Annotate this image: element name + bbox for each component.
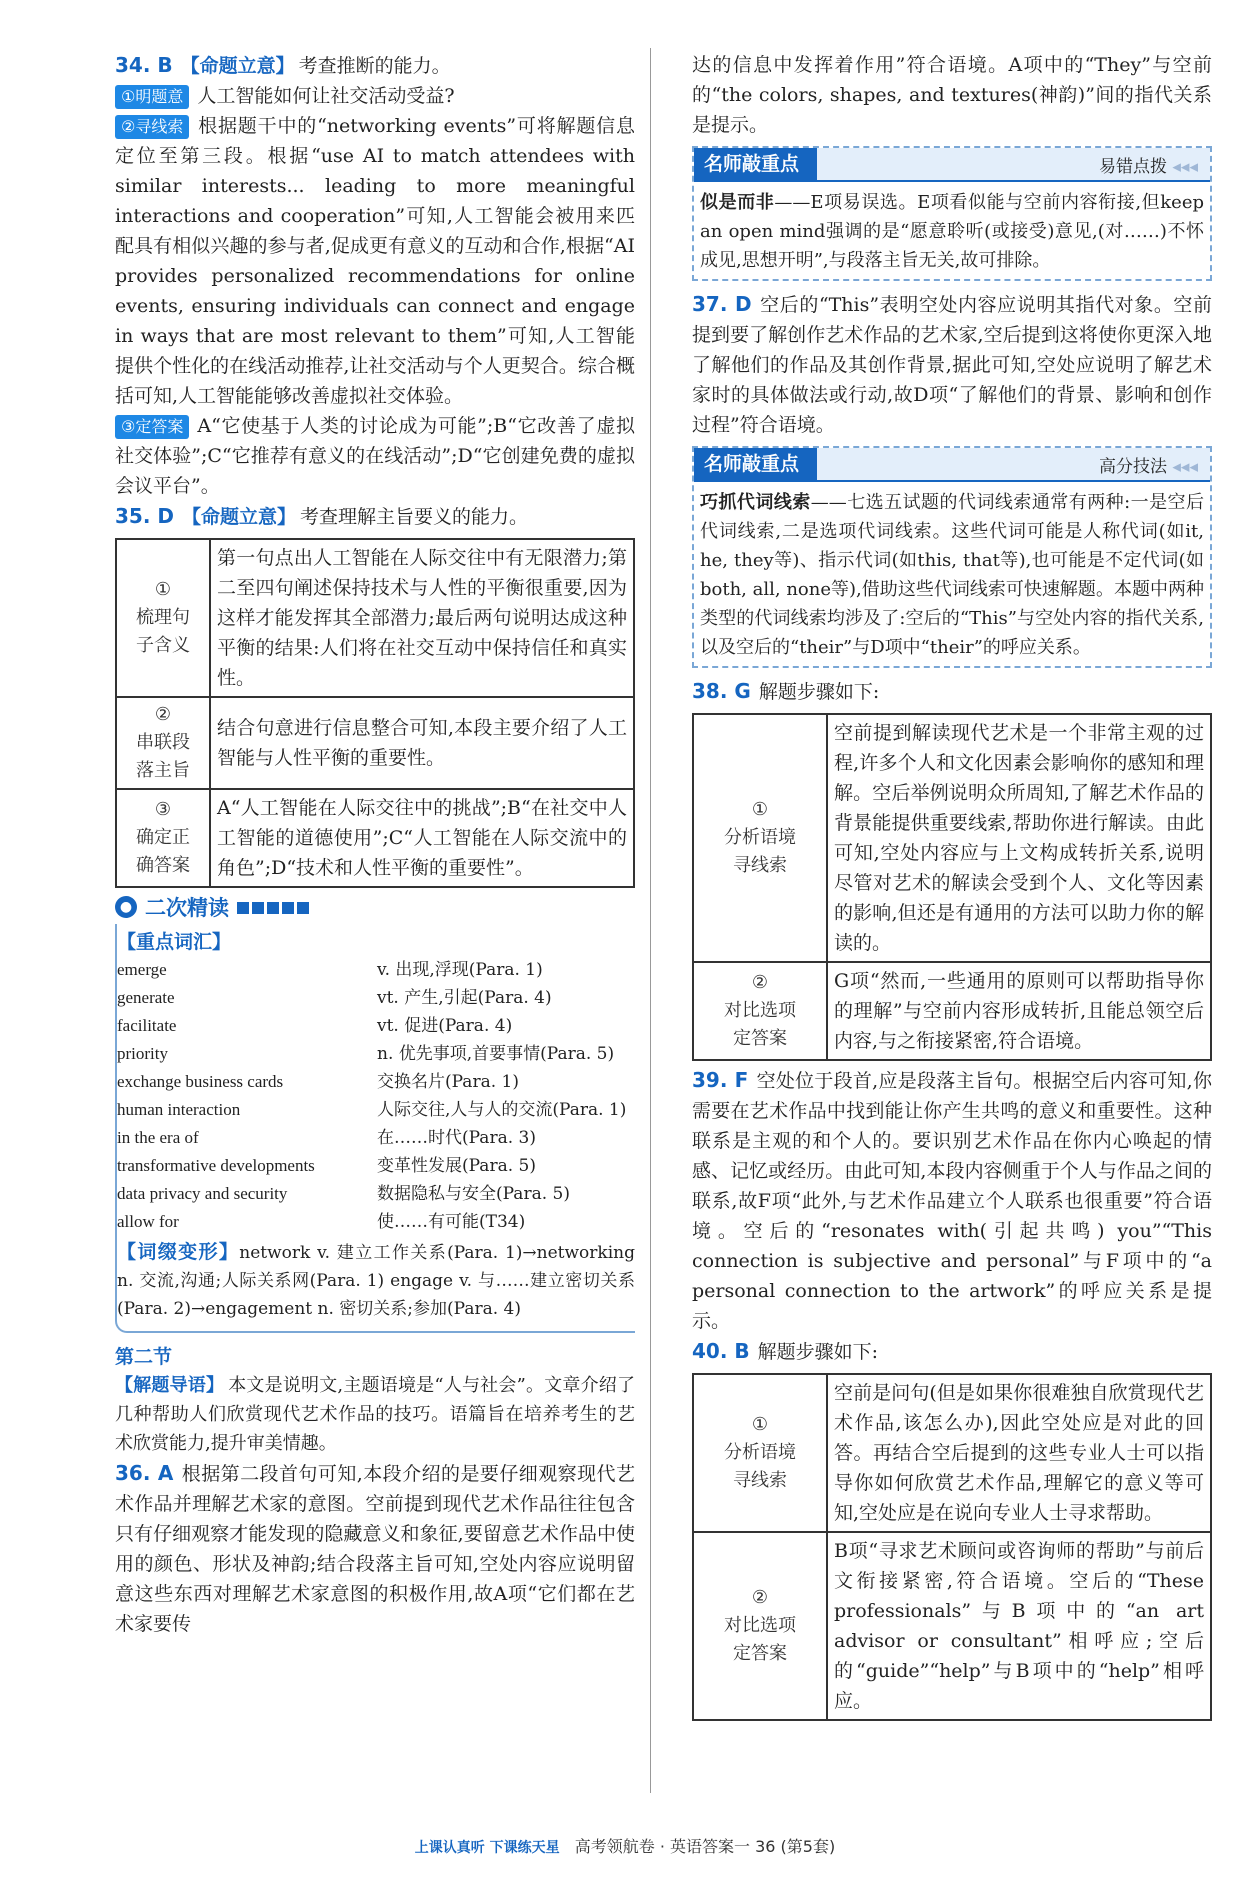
question-37 [692, 289, 1212, 440]
table-row [116, 789, 634, 887]
list-item [117, 984, 635, 1012]
q40-analysis-table [692, 1373, 1212, 1721]
tip-box-1-subtitle-text: 易错点拨 [1098, 156, 1167, 177]
q40-row1-text: 空前是问句(但是如果你很难独自欣赏现代艺术作品,该怎么办),因此空处应是对此的回答。再结合空后提到的这些专业人士可以指导你如何欣赏艺术作品,理解它的意义等可知,空处应是在说向专业人士寻求帮助。 [827, 1374, 1211, 1532]
guide-tag: 【解题导语】 [115, 1375, 225, 1396]
tip-box-1 [692, 146, 1212, 281]
list-item [117, 1208, 635, 1236]
q40-row2-label: ② 对比选项 定答案 [693, 1532, 827, 1720]
tip-box-1-body [694, 182, 1210, 279]
q36-number: 36. A [115, 1461, 174, 1485]
tip-box-1-text: ——E项易误选。E项看似能与空前内容衔接,但keep an open mind强调的是“愿意聆听(或接受)意见,(对……)不怀成见,思想开明”,与段落主旨无关,故可排除。 [700, 192, 1205, 271]
tip-box-2-subtitle: 高分技法 ◂◂◂ [1098, 456, 1198, 477]
q34-tag: 【命题立意】 [180, 55, 295, 77]
question-35 [115, 501, 635, 888]
vocab-term: in the era of [117, 1128, 199, 1147]
vocab-title [115, 892, 635, 922]
list-item [117, 956, 635, 984]
tip-box-2-bold: 巧抓代词线索 [700, 492, 811, 513]
q35-row1-label: ① 梳理句 子含义 [116, 539, 210, 697]
question-40 [692, 1336, 1212, 1721]
q34-step3-text: A“它使基于人类的讨论成为可能”;B“它改善了虚拟社交体验”;C“它推荐有意义的在线活动”;D“它创建免费的虚拟会议平台”。 [115, 415, 635, 497]
q35-number: 35. D [115, 504, 174, 528]
vocab-heading: 【重点词汇】 [117, 931, 232, 953]
table-row [693, 962, 1211, 1060]
right-column [692, 50, 1212, 1725]
q35-row3-label: ③ 确定正 确答案 [116, 789, 210, 887]
section-2 [115, 1343, 635, 1458]
q38-row2-text: G项“然而,一些通用的原则可以帮助指导你的理解”与空前内容形成转折,且能总领空后内容,与之衔接紧密,符合语境。 [827, 962, 1211, 1060]
vocab-term: emerge [117, 960, 167, 979]
vocab-definition: v. 出现,浮现(Para. 1) [377, 960, 543, 980]
reading-icon: ● [115, 896, 137, 918]
q34-number: 34. B [115, 53, 173, 77]
list-item [117, 1180, 635, 1208]
q35-intent: 考查理解主旨要义的能力。 [300, 506, 529, 528]
q35-tag: 【命题立意】 [182, 506, 297, 528]
list-item [117, 1124, 635, 1152]
vocab-term: exchange business cards [117, 1072, 284, 1091]
tip-box-2-title: 名师敲重点 [694, 448, 817, 480]
guide-text: 本文是说明文,主题语境是“人与社会”。文章介绍了几种帮助人们欣赏现代艺术作品的技巧。语篇旨在培养考生的艺术欣赏能力,提升审美情趣。 [115, 1375, 636, 1454]
vocab-title-text: 二次精读 [145, 896, 229, 920]
q35-row2-text: 结合句意进行信息整合可知,本段主要介绍了人工智能与人性平衡的重要性。 [210, 697, 634, 789]
vocab-section [115, 892, 635, 1333]
vocab-definition: vt. 产生,引起(Para. 4) [377, 988, 552, 1008]
deform-text: network v. 建立工作关系(Para. 1)→networking n. 交流,沟通;人际关系网(Para. 1) engage v. 与……建立密切关系(Para. 2)→engagement n. 密切关系;参加(Para. 4) [117, 1243, 635, 1319]
q34-step2-label: ②寻线索 [115, 115, 189, 139]
left-column [115, 50, 635, 1639]
list-item [117, 1096, 635, 1124]
q34-step3-label: ③定答案 [115, 415, 189, 439]
vocab-definition: 交换名片(Para. 1) [377, 1072, 519, 1092]
table-row [116, 697, 634, 789]
vocab-term: transformative developments [117, 1156, 315, 1175]
q38-number: 38. G [692, 679, 751, 703]
tip-box-2-subtitle-text: 高分技法 [1098, 456, 1167, 477]
deform-heading: 【词缀变形】 [117, 1241, 240, 1263]
tip-box-2-body [694, 482, 1210, 666]
q40-row2-text: B项“寻求艺术顾问或咨询师的帮助”与前后文衔接紧密,符合语境。空后的“These professionals”与B项中的“an art advisor or consultant”相呼应;空后的“guide”“help”与B项中的“help”相呼应。 [827, 1532, 1211, 1720]
list-item [117, 1012, 635, 1040]
decorative-dots [237, 895, 312, 919]
q35-row1-text: 第一句点出人工智能在人际交往中有无限潜力;第二至四句阐述保持技术与人性的平衡很重要,因为这样才能发挥其全部潜力;最后两句说明达成这种平衡的结果:人们将在社交互动中保持信任和真实性。 [210, 539, 634, 697]
q40-row1-label: ① 分析语境 寻线索 [693, 1374, 827, 1532]
vocab-definition: 数据隐私与安全(Para. 5) [377, 1184, 570, 1204]
list-item [117, 1068, 635, 1096]
q36-text-part1: 根据第二段首句可知,本段介绍的是要仔细观察现代艺术作品并理解艺术家的意图。空前提到现代艺术作品往往包含只有仔细观察才能发现的隐藏意义和象征,要留意艺术作品中使用的颜色、形状及神韵;结合段落主旨可知,空处内容应说明留意这些东西对理解艺术家意图的积极作用,故A项“它们都在艺术家要传 [115, 1463, 636, 1635]
q38-intro: 解题步骤如下: [758, 681, 880, 703]
vocab-definition: 使……有可能(T34) [377, 1212, 526, 1232]
q39-number: 39. F [692, 1068, 749, 1092]
vocab-box [115, 924, 635, 1333]
footer-text: 高考领航卷 · 英语答案一 36 (第5套) [574, 1837, 836, 1856]
vocab-definition: 在……时代(Para. 3) [377, 1128, 536, 1148]
vocab-definition: n. 优先事项,首要事情(Para. 5) [377, 1044, 615, 1064]
q36-text-part2: 达的信息中发挥着作用”符合语境。A项中的“They”与空前的“the colors, shapes, and textures(神韵)”间的指代关系是提示。 [692, 54, 1212, 136]
vocab-definition: 人际交往,人与人的交流(Para. 1) [377, 1100, 627, 1120]
q34-step1-label: ①明题意 [115, 85, 189, 109]
q34-intent: 考查推断的能力。 [298, 55, 451, 77]
tip-box-2-text: ——七选五试题的代词线索通常有两种:一是空后代词线索,二是选项代词线索。这些代词可能是人称代词(如it, he, they等)、指示代词(如this, that等),也可能是不定代词(如both, all, none等),借助这些代词线索可快速解题。本题中两种类型的代词线索均涉及了:空后的“This”与空处内容的指代关系,以及空后的“their”与D项中“their”的呼应关系。 [700, 492, 1205, 658]
q40-intro: 解题步骤如下: [757, 1341, 879, 1363]
tip-box-1-bold: 似是而非 [700, 192, 775, 213]
question-38 [692, 676, 1212, 1061]
section-2-title: 第二节 [115, 1346, 173, 1368]
column-divider [650, 48, 651, 1793]
page-footer [0, 1834, 1250, 1857]
q38-row1-text: 空前提到解读现代艺术是一个非常主观的过程,许多个人和文化因素会影响你的感知和理解。空后举例说明众所周知,了解艺术作品的背景能提供重要线索,帮助你进行解读。由此可知,空处内容应与上文构成转折关系,说明尽管对艺术的解读会受到个人、文化等因素的影响,但还是有通用的方法可以助力你的解读的。 [827, 714, 1211, 962]
tip-box-2 [692, 446, 1212, 668]
vocab-term: priority [117, 1044, 168, 1063]
q38-analysis-table [692, 713, 1212, 1061]
vocab-definition: 变革性发展(Para. 5) [377, 1156, 536, 1176]
q35-analysis-table [115, 538, 635, 888]
q38-row1-label: ① 分析语境 寻线索 [693, 714, 827, 962]
vocab-term: human interaction [117, 1100, 241, 1119]
table-row [693, 1532, 1211, 1720]
vocab-term: data privacy and security [117, 1184, 288, 1203]
q38-row2-label: ② 对比选项 定答案 [693, 962, 827, 1060]
vocab-term: generate [117, 988, 175, 1007]
q35-row2-label: ② 串联段 落主旨 [116, 697, 210, 789]
tip-box-1-title: 名师敲重点 [694, 148, 817, 180]
list-item [117, 1152, 635, 1180]
q37-number: 37. D [692, 292, 752, 316]
table-row [693, 1374, 1211, 1532]
q40-number: 40. B [692, 1339, 750, 1363]
q37-text: 空后的“This”表明空处内容应说明其指代对象。空前提到要了解创作艺术作品的艺术家,空后提到这将使你更深入地了解他们的作品及其创作背景,据此可知,空处应说明了解艺术家时的具体做法或行动,故D项“了解他们的背景、影响和创作过程”符合语境。 [692, 294, 1212, 436]
q39-text: 空处位于段首,应是段落主旨句。根据空后内容可知,你需要在艺术作品中找到能让你产生共鸣的意义和重要性。这种联系是主观的和个人的。要识别艺术作品在你内心唤起的情感、记忆或经历。由此可知,本段内容侧重于个人与作品之间的联系,故F项“此外,与艺术作品建立个人联系也很重要”符合语境。空后的“resonates with(引起共鸣) you”“This connection is subjective and personal”与F项中的“a personal connection to the artwork”的呼应关系是提示。 [692, 1070, 1212, 1332]
vocab-list [117, 956, 635, 1236]
tip-box-1-subtitle: 易错点拨 ◂◂◂ [1098, 156, 1198, 177]
q35-row3-text: A“人工智能在人际交往中的挑战”;B“在社交中人工智能的道德使用”;C“人工智能在人际交流中的角色”;D“技术和人性平衡的重要性”。 [210, 789, 634, 887]
vocab-term: facilitate [117, 1016, 177, 1035]
tip-box-1-header [694, 148, 1210, 182]
table-row [116, 539, 634, 697]
vocab-definition: vt. 促进(Para. 4) [377, 1016, 513, 1036]
table-row [693, 714, 1211, 962]
q34-step1-text: 人工智能如何让社交活动受益? [197, 85, 455, 107]
list-item [117, 1040, 635, 1068]
question-39 [692, 1065, 1212, 1336]
question-34 [115, 50, 635, 501]
vocab-term: allow for [117, 1212, 179, 1231]
q34-step2-text: 根据题干中的“networking events”可将解题信息定位至第三段。根据“use AI to match attendees with similar interests... leading to more meaningful interactions and cooperation”可知,人工智能会被用来匹配具有相似兴趣的参与者,促成更有意义的互动和合作,根据“AI provides personalized recommendations for online events, ensuring individuals can connect and engage in ways that are most relevant to them”可知,人工智能提供个性化的在线活动推荐,让社交活动与个人更契合。综合概括可知,人工智能能够改善虚拟社交体验。 [115, 115, 635, 407]
footer-logo: 上课认真听 下课练天星 [414, 1840, 560, 1856]
question-36 [115, 1458, 635, 1639]
tip-box-2-header [694, 448, 1210, 482]
